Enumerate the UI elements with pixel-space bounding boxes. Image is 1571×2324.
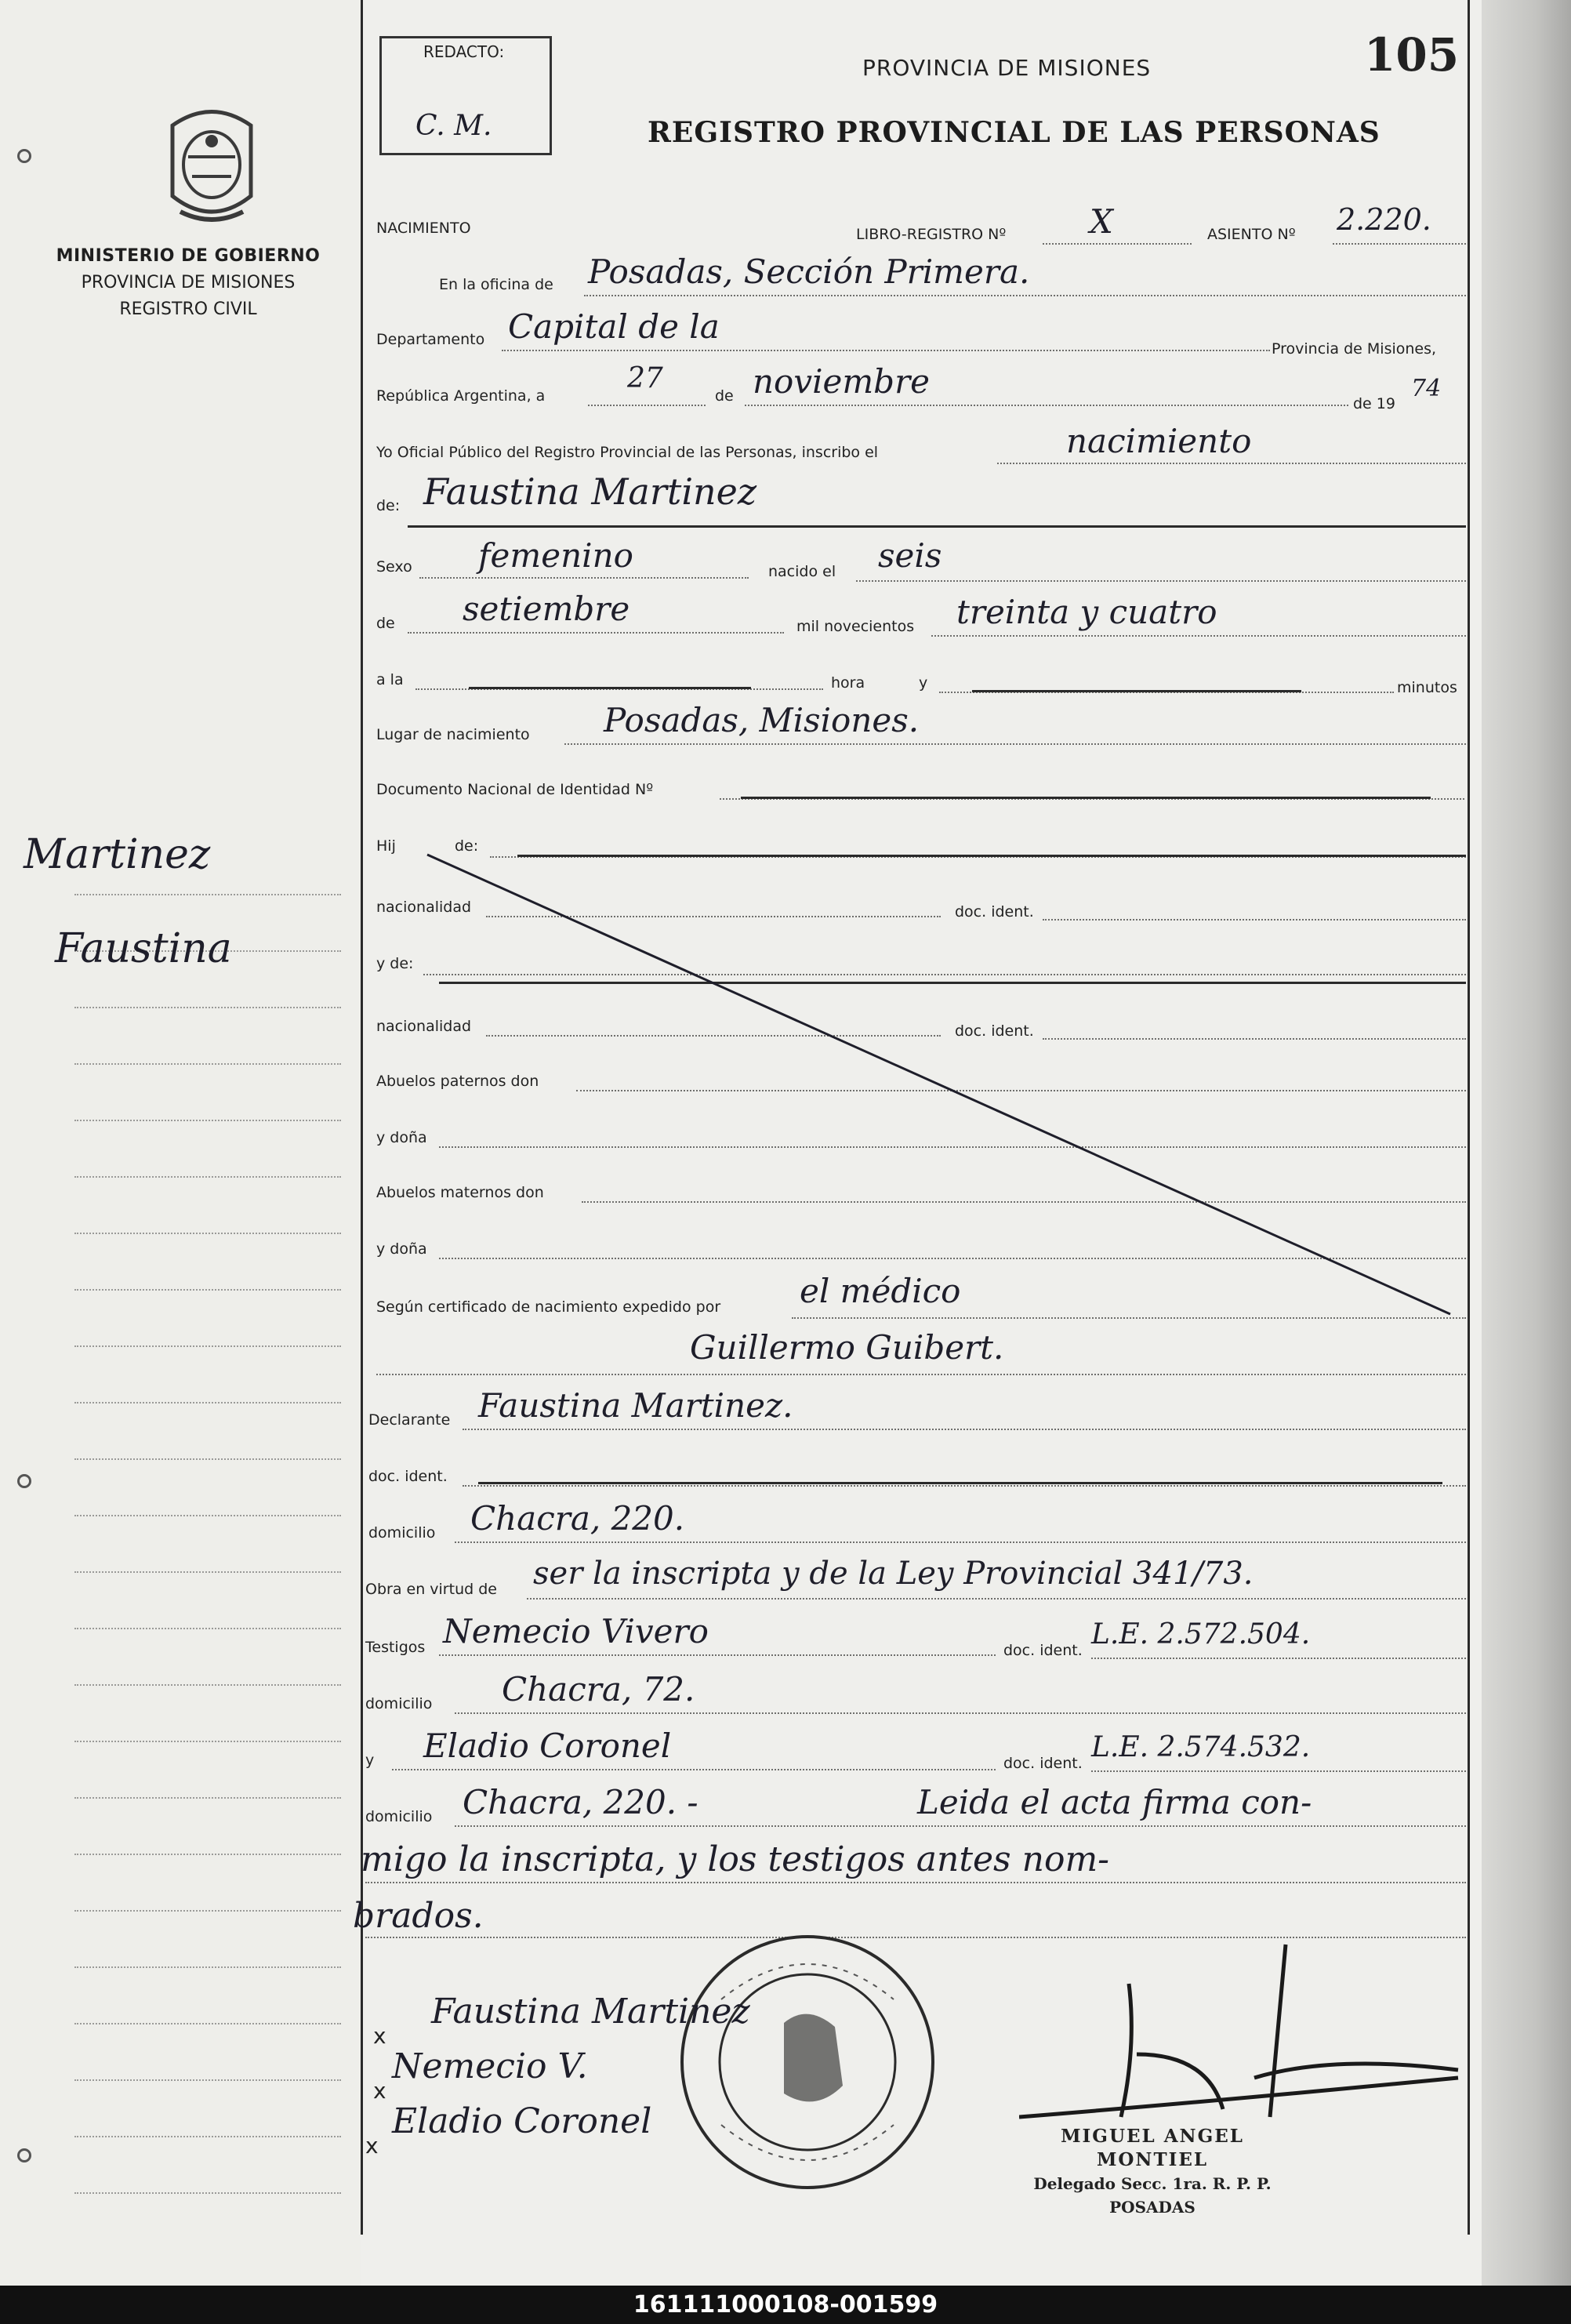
closing-line2: brados. <box>353 1896 484 1936</box>
redacto-label: REDACTO: <box>423 42 505 61</box>
oficial-value: nacimiento <box>1066 422 1252 460</box>
de-name-label: de: <box>376 497 401 514</box>
anio-value: 74 <box>1411 375 1442 402</box>
a-la-label: a la <box>376 671 404 688</box>
republica-label: República Argentina, a <box>376 387 546 405</box>
doc-ident2-label: doc. ident. <box>955 1022 1034 1040</box>
testigo2-value: Eladio Coronel <box>423 1727 672 1765</box>
anio-label: de 19 <box>1353 395 1395 412</box>
child-name-value: Faustina Martinez <box>423 470 757 513</box>
ministry-line2: PROVINCIA DE MISIONES <box>81 273 296 292</box>
y2-label: y <box>365 1752 375 1769</box>
dia-value: 27 <box>627 362 663 394</box>
mes-value: noviembre <box>753 362 930 401</box>
testigos-label: Testigos <box>365 1639 426 1656</box>
domicilio3-label: domicilio <box>365 1808 433 1825</box>
signer-block <box>1003 2125 1301 2219</box>
segun-value: el médico <box>800 1272 961 1310</box>
oficina-value: Posadas, Sección Primera. <box>588 252 1030 291</box>
registry-title: REGISTRO PROVINCIAL DE LAS PERSONAS <box>648 116 1381 149</box>
doc-ident3-label: doc. ident. <box>368 1468 448 1485</box>
nacionalidad-label: nacionalidad <box>376 899 472 916</box>
nacionalidad2-label: nacionalidad <box>376 1018 472 1035</box>
nacido-label: nacido el <box>768 563 836 580</box>
ministry-line3: REGISTRO CIVIL <box>119 300 257 319</box>
x-mark-1: x <box>373 2023 386 2049</box>
domicilio-label: domicilio <box>368 1524 436 1541</box>
departamento-value: Capital de la <box>508 307 720 346</box>
y-dona2-label: y doña <box>376 1240 427 1258</box>
de-month-label: de <box>376 615 395 632</box>
registry-stamp-icon <box>674 1929 941 2195</box>
signature-eladio: Eladio Coronel <box>392 2101 652 2141</box>
signature-faustina: Faustina Martinez <box>431 1992 750 2032</box>
declarante-value: Faustina Martinez. <box>478 1386 793 1425</box>
margin-given-name: Faustina <box>55 925 232 972</box>
oficial-label: Yo Oficial Público del Registro Provincial de las Personas, inscribo el <box>376 444 879 461</box>
libro-label: LIBRO-REGISTRO Nº <box>856 226 1007 243</box>
closing-line1: migo la inscripta, y los testigos antes nom- <box>361 1839 1110 1879</box>
y-label: y <box>919 674 928 692</box>
birth-year-value: treinta y cuatro <box>956 593 1217 631</box>
signer-name: MIGUEL ANGEL MONTIEL <box>1061 2126 1244 2170</box>
domicilio2-value: Chacra, 72. <box>502 1670 695 1709</box>
sexo-label: Sexo <box>376 558 412 576</box>
page-number: 105 <box>1364 28 1460 82</box>
abuelos-paternos-label: Abuelos paternos don <box>376 1073 539 1090</box>
provincia-label: Provincia de Misiones, <box>1272 340 1437 358</box>
lugar-label: Lugar de nacimiento <box>376 726 530 743</box>
signer-role: Delegado Secc. 1ra. R. P. P. <box>1033 2174 1272 2193</box>
testigo1-doc-value: L.E. 2.572.504. <box>1091 1618 1311 1650</box>
doc-ident-label: doc. ident. <box>955 903 1034 921</box>
abuelos-maternos-label: Abuelos maternos don <box>376 1184 544 1201</box>
oficina-label: En la oficina de <box>439 276 553 293</box>
sexo-value: femenino <box>478 536 633 575</box>
minutos-label: minutos <box>1397 679 1457 696</box>
departamento-label: Departamento <box>376 331 485 348</box>
testigo2-doc-value: L.E. 2.574.532. <box>1091 1731 1311 1763</box>
obra-value: ser la inscripta y de la Ley Provincial 341/73. <box>533 1556 1254 1592</box>
domicilio-value: Chacra, 220. <box>470 1499 685 1538</box>
mil-label: mil novecientos <box>796 618 915 635</box>
libro-value: X <box>1090 202 1113 241</box>
nacido-value: seis <box>878 536 942 575</box>
dni-label: Documento Nacional de Identidad Nº <box>376 781 654 798</box>
testigo1-value: Nemecio Vivero <box>443 1612 709 1650</box>
y-de-label: y de: <box>376 955 414 972</box>
x-mark-2: x <box>373 2078 386 2104</box>
domicilio3-value: Chacra, 220. - <box>463 1783 698 1821</box>
redacto-value: C. M. <box>415 110 492 142</box>
leida-value: Leida el acta firma con- <box>917 1783 1312 1821</box>
lugar-value: Posadas, Misiones. <box>604 701 920 739</box>
margin-surname: Martinez <box>24 831 211 878</box>
ministry-line1: MINISTERIO DE GOBIERNO <box>56 246 321 266</box>
x-mark-3: x <box>365 2133 379 2159</box>
doc-ident5-label: doc. ident. <box>1003 1755 1083 1772</box>
de-label: de <box>715 387 734 405</box>
asiento-value: 2.220. <box>1337 202 1431 237</box>
signature-nemecio: Nemecio V. <box>392 2046 588 2086</box>
official-signature-icon <box>1019 1937 1474 2141</box>
declarante-label: Declarante <box>368 1411 451 1429</box>
domicilio2-label: domicilio <box>365 1695 433 1712</box>
province-title: PROVINCIA DE MISIONES <box>862 55 1152 81</box>
segun-label: Según certificado de nacimiento expedido por <box>376 1298 721 1316</box>
hora-label: hora <box>831 674 865 692</box>
nacimiento-label: NACIMIENTO <box>376 220 471 237</box>
hij-label: Hij <box>376 837 396 855</box>
de-parent-label: de: <box>455 837 479 855</box>
footer-id: 161111000108-001599 <box>0 2286 1571 2324</box>
obra-label: Obra en virtud de <box>365 1581 497 1598</box>
signer-city: POSADAS <box>1109 2198 1195 2217</box>
y-dona-label: y doña <box>376 1129 427 1146</box>
asiento-label: ASIENTO Nº <box>1207 226 1296 243</box>
birth-month-value: setiembre <box>463 590 630 628</box>
medico-value: Guillermo Guibert. <box>690 1328 1004 1367</box>
doc-ident4-label: doc. ident. <box>1003 1642 1083 1659</box>
